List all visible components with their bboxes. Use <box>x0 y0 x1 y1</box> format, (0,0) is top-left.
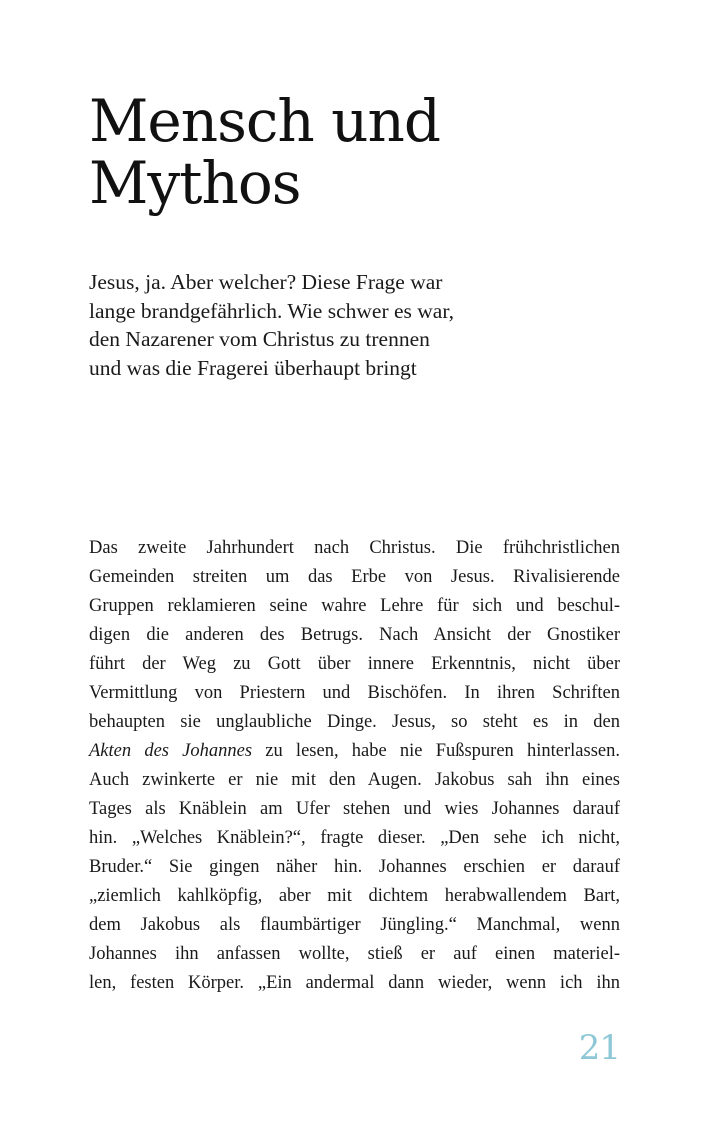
body-line: dem Jakobus als flaumbärtiger Jüngling.“ Manchmal, wenn <box>89 915 620 935</box>
body-line: Akten des Johannes zu lesen, habe nie Fußspuren hinterlassen. <box>89 741 620 761</box>
body-line: Tages als Knäblein am Ufer stehen und wies Johannes darauf <box>89 799 620 819</box>
lead-line: und was die Fragerei überhaupt bringt <box>89 355 417 380</box>
body-line: digen die anderen des Betrugs. Nach Ansicht der Gnostiker <box>89 625 620 645</box>
lead-line: lange brandgefährlich. Wie schwer es war, <box>89 298 455 323</box>
body-line: Vermittlung von Priestern und Bischöfen. In ihren Schriften <box>89 683 620 703</box>
body-line: behaupten sie unglaubliche Dinge. Jesus, so steht es in den <box>89 712 620 732</box>
page-number: 21 <box>578 1028 620 1068</box>
article-title <box>89 87 609 217</box>
body-line: „ziemlich kahlköpfig, aber mit dichtem herabwallendem Bart, <box>89 886 620 906</box>
article-lead <box>89 268 529 382</box>
title-line: Mensch und <box>89 87 440 155</box>
lead-line: den Nazarener vom Christus zu trennen <box>89 327 430 351</box>
body-line: Johannes ihn anfassen wollte, stieß er auf einen materiel- <box>89 944 620 964</box>
article-body <box>89 534 620 998</box>
body-line: Gruppen reklamieren seine wahre Lehre für sich und beschul- <box>89 596 620 616</box>
body-line: Bruder.“ Sie gingen näher hin. Johannes erschien er darauf <box>89 857 620 877</box>
body-line: Auch zwinkerte er nie mit den Augen. Jakobus sah ihn eines <box>89 770 620 790</box>
body-line: führt der Weg zu Gott über innere Erkenntnis, nicht über <box>89 654 620 674</box>
body-line: Gemeinden streiten um das Erbe von Jesus. Rivalisierende <box>89 567 620 587</box>
lead-line: Jesus, ja. Aber welcher? Diese Frage war <box>89 270 443 294</box>
title-line: Mythos <box>89 149 301 217</box>
body-line: hin. „Welches Knäblein?“, fragte dieser. „Den sehe ich nicht, <box>89 828 620 848</box>
body-line: Das zweite Jahrhundert nach Christus. Die frühchristlichen <box>89 538 620 558</box>
book-title-italic: Akten des Johannes <box>89 741 253 761</box>
body-line: len, festen Körper. „Ein andermal dann wieder, wenn ich ihn <box>89 973 620 993</box>
